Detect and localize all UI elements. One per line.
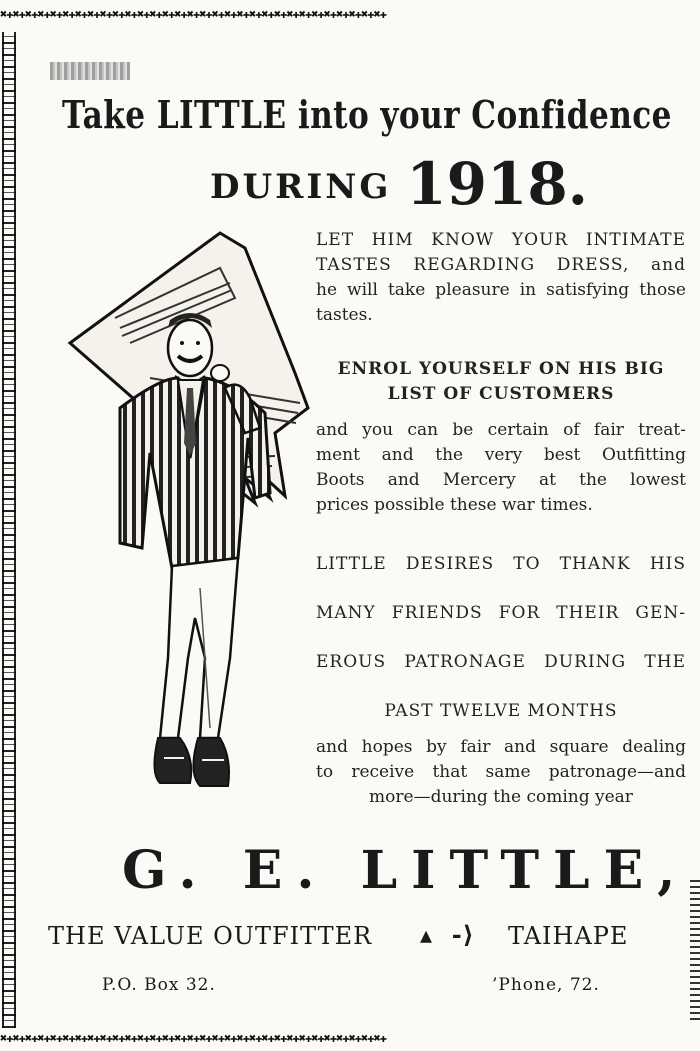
print-smudge — [50, 62, 130, 80]
text-line: ment and the very best Outfitting — [316, 445, 686, 465]
year: 1918. — [406, 150, 588, 218]
text-line: to receive that same patronage—and — [316, 762, 686, 782]
during-line — [210, 150, 588, 218]
border-right — [690, 880, 700, 1020]
intro-paragraph — [316, 228, 686, 328]
tagline: THE VALUE OUTFITTER — [48, 922, 373, 950]
thanks-paragraph — [316, 540, 686, 736]
headline: Take LITTLE into your Confidence — [62, 92, 672, 137]
merchant-name: G. E. LITTLE, — [122, 840, 690, 901]
treatment-paragraph — [316, 418, 686, 518]
text-line: PAST TWELVE MONTHS — [384, 701, 618, 721]
phone-number: ’Phone, 72. — [492, 975, 600, 995]
gentleman-with-pennant-illustration — [60, 228, 310, 818]
separator-marks: ▴ -⟩ — [420, 920, 475, 949]
text-line: LIST OF CUSTOMERS — [387, 384, 615, 404]
text-line: MANY FRIENDS FOR THEIR GEN- — [316, 603, 686, 623]
text-line: and you can be certain of fair treat- — [316, 420, 686, 440]
during-word: DURING — [210, 167, 392, 207]
border-left — [2, 32, 16, 1028]
text-line: TASTES REGARDING DRESS, and — [316, 255, 686, 275]
text-line: LET HIM KNOW YOUR INTIMATE — [316, 230, 686, 250]
text-line: prices possible these war times. — [316, 495, 593, 515]
text-line: tastes. — [316, 305, 373, 325]
text-line: LITTLE DESIRES TO THANK HIS — [316, 554, 686, 574]
enrol-heading — [316, 357, 686, 407]
text-line: more—during the coming year — [369, 787, 633, 807]
text-line: EROUS PATRONAGE DURING THE — [316, 652, 686, 672]
text-line: Boots and Mercery at the lowest — [316, 470, 686, 490]
text-line: ENROL YOURSELF ON HIS BIG — [337, 359, 665, 379]
border-bottom: ✖✚✖✚✖✚✖✚✖✚✖✚✖✚✖✚✖✚✖✚✖✚✖✚✖✚✖✚✖✚✖✚✖✚✖✚✖✚✖✚✖✚✖✚✖✚✖✚✖✚✖✚✖✚✖✚✖✚✖✚✖✚ — [0, 1031, 386, 1045]
town: TAIHAPE — [508, 922, 629, 950]
border-top: ✖✚✖✚✖✚✖✚✖✚✖✚✖✚✖✚✖✚✖✚✖✚✖✚✖✚✖✚✖✚✖✚✖✚✖✚✖✚✖✚✖✚✖✚✖✚✖✚✖✚✖✚✖✚✖✚✖✚✖✚✖✚ — [0, 7, 386, 21]
text-line: and hopes by fair and square dealing — [316, 737, 686, 757]
text-line: he will take pleasure in satisfying those — [316, 280, 686, 300]
hopes-paragraph — [316, 735, 686, 810]
tagline-row — [48, 922, 648, 950]
po-box: P.O. Box 32. — [102, 975, 216, 995]
